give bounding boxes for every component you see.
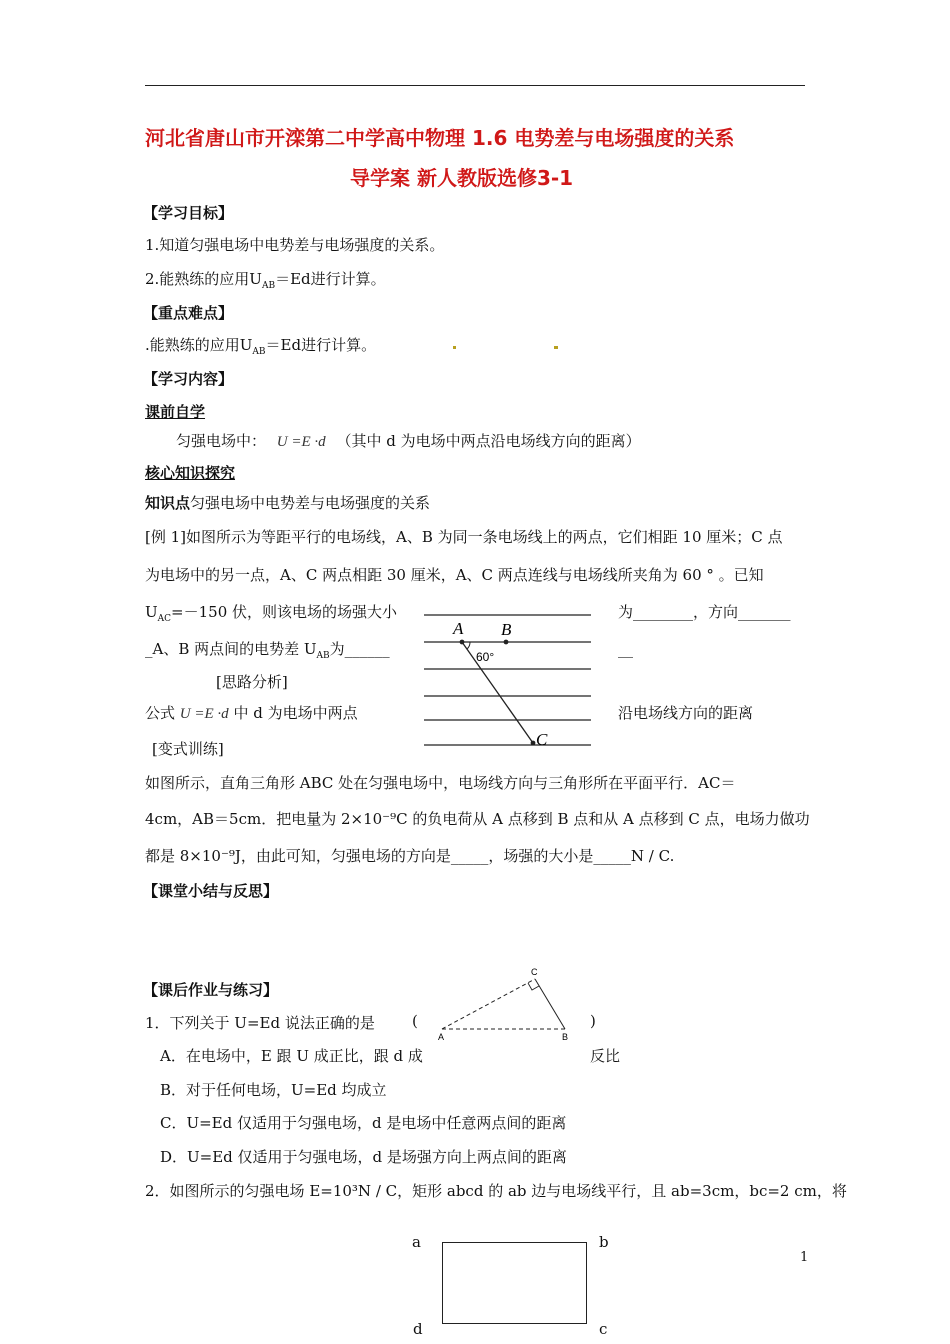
formula-line: [145, 702, 358, 723]
question-2: 2．如图所示的匀强电场 E=10³N / C，矩形 abcd 的 ab 边与电场线平行，且 ab=3cm，bc=2 cm，将: [145, 1182, 847, 1200]
rect-label-b: b: [599, 1233, 609, 1251]
example1-line3-post: =－150 伏，则该电场的场强大小: [171, 603, 398, 621]
page-number: 1: [800, 1250, 809, 1265]
triangle-side-ac: [442, 979, 535, 1029]
triangle-side-cb: [535, 979, 565, 1029]
formula-line-right: 沿电场线方向的距离: [618, 704, 754, 722]
example1-line2: 为电场中的另一点，A、C 两点相距 30 厘米，A、C 两点连线与电场线所夹角为 60 ° 。已知: [145, 566, 764, 584]
content-heading: 【学习内容】: [143, 370, 234, 388]
knowledge-point-text: 匀强电场中电势差与电场强度的关系: [190, 494, 431, 512]
knowledge-point: [145, 492, 430, 513]
label-a: A: [453, 619, 464, 638]
option-b: B．对于任何电场，U=Ed 均成立: [160, 1081, 387, 1099]
rect-label-c: c: [599, 1320, 608, 1338]
example1-line3: [145, 601, 397, 624]
angle-arc: [467, 642, 470, 649]
point-c: [531, 741, 536, 746]
goal-item-2-pre: 2.能熟练的应用U: [145, 270, 262, 288]
example1-line4-pre: _A、B 两点间的电势差 U: [145, 640, 317, 658]
question-1: 1．下列关于 U=Ed 说法正确的是: [145, 1014, 375, 1032]
label-angle: 60°: [476, 650, 495, 664]
uniform-note: （其中 d 为电场中两点沿电场线方向的距离）: [336, 432, 641, 450]
page-title-line2: 导学案 新人教版选修3-1: [350, 166, 574, 190]
formula-line-mid: 中 d 为电场中两点: [233, 704, 358, 722]
segment-ac: [462, 642, 533, 743]
example1-line3-right: 为________，方向_______: [618, 603, 791, 621]
goal-item-2: [145, 268, 386, 291]
key-item-pre: .能熟练的应用U: [145, 336, 253, 354]
example1-line4: [145, 638, 390, 661]
right-angle-mark: [528, 983, 539, 990]
option-c: C．U=Ed 仅适用于匀强电场，d 是电场中任意两点间的距离: [160, 1114, 567, 1132]
triangle-figure: [432, 962, 582, 1046]
decor-dot-2: [554, 346, 558, 349]
example1-line4-sub: AB: [316, 651, 330, 661]
analysis-label: [思路分析]: [216, 673, 288, 691]
uniform-field-line: [176, 430, 641, 451]
variant-line3: 都是 8×10⁻⁹J，由此可知，匀强电场的方向是_____，场强的大小是_____N / C.: [145, 847, 675, 865]
field-lines-figure: [420, 610, 595, 752]
knowledge-point-label: 知识点: [145, 494, 191, 512]
key-heading: 【重点难点】: [143, 304, 234, 322]
triangle-label-c: C: [531, 967, 538, 977]
key-item: [145, 334, 376, 357]
label-b: B: [501, 620, 512, 639]
goal-item-2-post: ＝Ed进行计算。: [275, 270, 386, 288]
page-title-line1: 河北省唐山市开滦第二中学高中物理 1.6 电势差与电场强度的关系: [145, 126, 735, 150]
rect-abcd: [442, 1242, 587, 1324]
variant-line1: 如图所示，直角三角形 ABC 处在匀强电场中，电场线方向与三角形所在平面平行．AC＝: [145, 774, 736, 792]
uniform-formula: U =E ·d: [276, 434, 326, 450]
homework-heading: 【课后作业与练习】: [143, 981, 279, 999]
formula-line-pre: 公式: [145, 704, 176, 722]
point-a: [460, 640, 465, 645]
decor-dot-1: [453, 346, 456, 349]
option-a-right: 反比: [590, 1047, 621, 1065]
variant-line2: 4cm，AB＝5cm．把电量为 2×10⁻⁹C 的负电荷从 A 点移到 B 点和从 A 点移到 C 点，电场力做功: [145, 810, 810, 828]
example1-line4-post: 为______: [329, 640, 390, 658]
summary-heading: 【课堂小结与反思】: [143, 882, 279, 900]
example1-line3-sub: AC: [157, 614, 172, 624]
option-a: A．在电场中，E 跟 U 成正比，跟 d 成: [160, 1047, 423, 1065]
rect-label-d: d: [413, 1320, 423, 1338]
key-item-sub: AB: [252, 347, 266, 357]
point-b: [504, 640, 509, 645]
example1-line4-right: __: [618, 640, 633, 658]
option-d: D．U=Ed 仅适用于匀强电场，d 是场强方向上两点间的距离: [160, 1148, 567, 1166]
prestudy-heading: 课前自学: [145, 403, 206, 421]
goals-heading: 【学习目标】: [143, 204, 234, 222]
question-1-paren-right: ): [590, 1012, 596, 1030]
rect-label-a: a: [412, 1233, 421, 1251]
variant-label: [变式训练]: [152, 740, 224, 758]
goal-item-1: 1.知道匀强电场中电势差与电场强度的关系。: [145, 236, 445, 254]
question-1-paren-left: (: [412, 1012, 418, 1030]
key-item-post: ＝Ed进行计算。: [265, 336, 377, 354]
example1-line1: [例 1]如图所示为等距平行的电场线，A、B 为同一条电场线上的两点，它们相距 10 厘米；C 点: [145, 528, 783, 546]
goal-item-2-sub: AB: [261, 281, 276, 291]
core-heading: 核心知识探究: [145, 464, 236, 482]
label-c: C: [536, 730, 548, 749]
triangle-label-a: A: [438, 1032, 445, 1042]
example1-line3-pre: U: [145, 603, 158, 621]
header-rule: [145, 85, 805, 86]
formula-line-formula: U =E ·d: [179, 706, 229, 722]
uniform-label: 匀强电场中：: [176, 432, 267, 450]
triangle-label-b: B: [562, 1032, 569, 1042]
